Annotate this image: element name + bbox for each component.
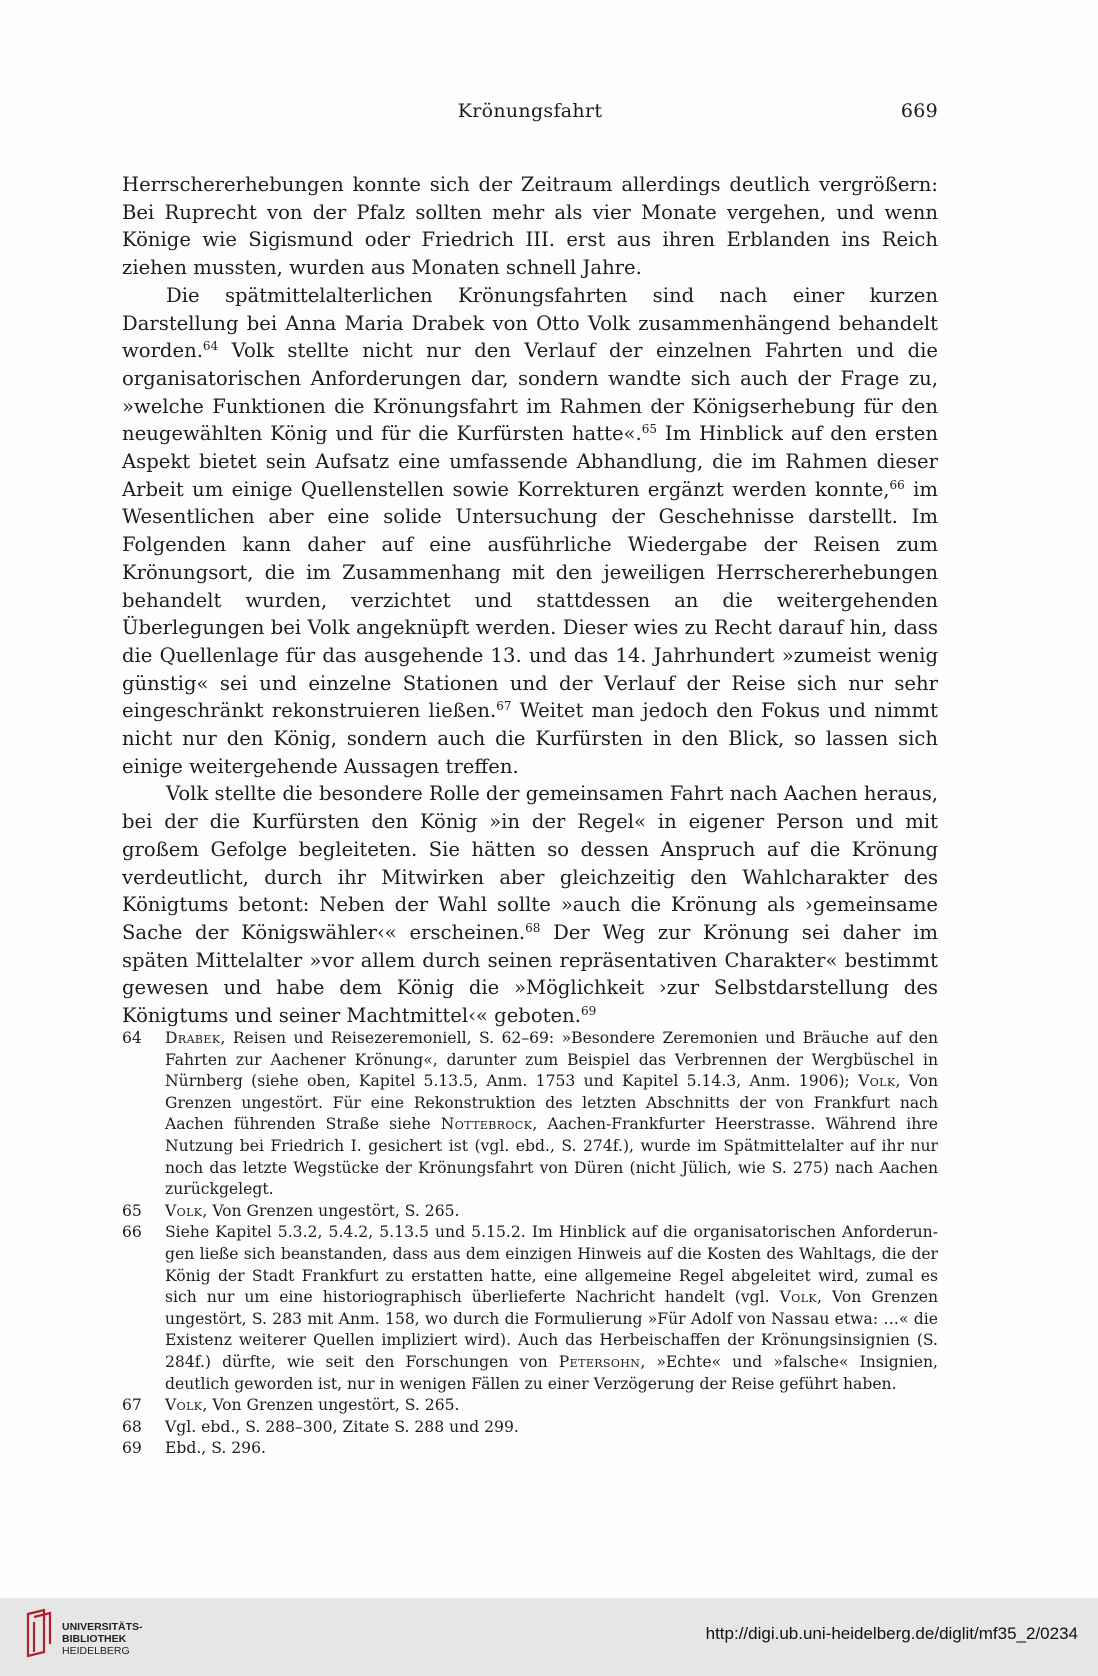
footnote-66: 66 Siehe Kapitel 5.3.2, 5.4.2, 5.13.5 und 5.15.2. Im Hinblick auf die organisatorischen Anforderungen ließe sich beanstanden, dass aus dem einzigen Hinweis auf die Kosten des Wahltags, die der König der Stadt Frankfurt zu erstatten hatte, eine allgemeine Regel abgeleitet wird, zumal es sich nur um eine historiographisch überlieferte Nachricht handelt (vgl. Volk, Von Grenzen ungestört, S. 283 mit Anm. 158, wo durch die Formulierung »Für Adolf von Nassau etwa: …« die Existenz weiterer Quellen impliziert wird). Auch das Herbeischaffen der Krönungsinsignien (S. 284f.) dürfte, wie seit den Forschungen von Petersohn, »Echte« und »falsche« Insignien, deutlich geworden ist, nur in wenigen Fällen zu einer Verzögerung der Reise geführt haben. [122, 1222, 938, 1395]
footnote-number: 69 [122, 1439, 142, 1458]
paragraph-3: Volk stellte die besondere Rolle der gemeinsamen Fahrt nach Aachen heraus, bei der die Kurfürsten den König »in der Regel« in eigener Person und mit großem Gefolge begleiteten. Sie hätten so dessen Anspruch auf die Krönung verdeutlicht, durch ihr Mitwirken aber gleichzeitig den Wahlcharakter des Königtums betont: Neben der Wahl sollte »auch die Krönung als ›gemeinsame Sache der Königswähler‹« erscheinen.$^{68}$ Der Weg zur Krönung sei daher im späten Mittelalter »vor allem durch seinen repräsentativen Charakter« bestimmt gewesen und habe dem König die »Möglichkeit ›zur Selbstdarstellung des Königtums und seiner Machtmittel‹« geboten.$^{69}$ [122, 782, 938, 1028]
footnote-65: 65 Volk, Von Grenzen ungestört, S. 265. [122, 1201, 938, 1223]
footnote-ref-65[interactable]: 65 [641, 422, 658, 437]
library-logo[interactable] [24, 1608, 174, 1664]
page-number: 669 [900, 100, 938, 122]
permalink-url[interactable]: http://digi.ub.uni-heidelberg.de/diglit/mf35_2/0234 [705, 1624, 1078, 1643]
footnote-ref-69[interactable]: 69 [580, 1004, 597, 1019]
paragraph-1: Herrschererhebungen konnte sich der Zeitraum allerdings deutlich vergrößern: Bei Ruprecht von der Pfalz sollten mehr als vier Monate vergehen, und wenn Könige wie Sigismund oder Friedrich III. erst aus ihren Erblanden ins Reich ziehen mussten, wurden aus Monaten schnell Jahre. [122, 173, 938, 280]
footnote-ref-68[interactable]: 68 [525, 920, 541, 935]
logo-line-3: HEIDELBERG [62, 1645, 130, 1657]
logo-line-2: BIBLIOTHEK [62, 1633, 127, 1645]
footnote-number: 65 [122, 1201, 142, 1220]
footnote-ref-64[interactable]: 64 [202, 339, 219, 354]
footnote-number: 67 [122, 1396, 142, 1415]
footnotes [122, 1028, 938, 1460]
footnote-ref-67[interactable]: 67 [496, 699, 512, 714]
footnote-64: 64 Drabek, Reisen und Reisezeremoniell, S. 62–69: »Besondere Zeremonien und Bräuche auf den Fahrten zur Aachener Krönung«, darunter zum Beispiel das Verbrennen der Wergbüschel in Nürnberg (siehe oben, Kapitel 5.13.5, Anm. 1753 und Kapitel 5.14.3, Anm. 1906); Volk, Von Grenzen ungestört. Für eine Rekonstruktion des letzten Abschnitts der von Frankfurt nach Aachen führenden Straße siehe Nottebrock, Aachen-Frankfurter Heerstrasse. Während ihre Nutzung bei Friedrich I. gesichert ist (vgl. ebd., S. 274f.), wurde im Spätmittelalter auf ihr nur noch das letzte Wegstücke der Krönungsfahrt von Düren (nicht Jülich, wie S. 275) nach Aachen zurückgelegt. [122, 1028, 938, 1201]
footnote-number: 66 [122, 1223, 142, 1242]
library-logo-icon [24, 1608, 58, 1658]
main-text [122, 171, 938, 1030]
paragraph-2: Die spätmittelalterlichen Krönungsfahrten sind nach einer kurzen Darstellung bei Anna Maria Drabek von Otto Volk zusammenhängend behandelt worden.$^{64}$ Volk stellte nicht nur den Verlauf der einzelnen Fahrten und die organisatorischen Anforderungen dar, sondern wandte sich auch der Frage zu, »welche Funktionen die Krönungsfahrt im Rahmen der Königserhebung für den neugewählten König und für die Kurfürsten hatte«.$^{65}$ Im Hinblick auf den ersten Aspekt bietet sein Aufsatz eine umfassende Abhandlung, die im Rahmen dieser Arbeit um einige Quellenstellen sowie Korrekturen ergänzt werden konnte,$^{66}$ im Wesentlichen aber eine solide Untersuchung der Geschehnisse darstellt. Im Folgenden kann daher auf eine ausführliche Wiedergabe der Reisen zum Krönungsort, die im Zusammenhang mit den jeweiligen Herrschererhebungen behandelt wurden, verzichtet und stattdessen an die weitergehenden Überlegungen bei Volk angeknüpft werden. Dieser wies zu Recht darauf hin, dass die Quellenlage für das ausgehende 13. und das 14. Jahrhundert »zumeist wenig günstig« sei und einzelne Stationen und der Verlauf der Reise sich nur sehr eingeschränkt rekonstruieren ließen.$^{67}$ Weitet man jedoch den Fokus und nimmt nicht nur den König, sondern auch die Kurfürsten in den Blick, so lassen sich einige weitergehende Aussagen treffen. [122, 283, 938, 778]
running-head [122, 100, 938, 128]
running-head-title: Krönungsfahrt [457, 100, 603, 122]
footnote-number: 64 [122, 1029, 142, 1047]
logo-line-1: UNIVERSITÄTS- [62, 1621, 143, 1633]
footnote-67: 67 Volk, Von Grenzen ungestört, S. 265. [122, 1395, 938, 1417]
footnote-68: 68 Vgl. ebd., S. 288–300, Zitate S. 288 und 299. [122, 1417, 938, 1439]
viewer-footer [0, 1598, 1098, 1676]
footnote-69: 69 Ebd., S. 296. [122, 1438, 938, 1460]
footnote-ref-66[interactable]: 66 [889, 477, 905, 492]
footnote-number: 68 [122, 1417, 142, 1436]
